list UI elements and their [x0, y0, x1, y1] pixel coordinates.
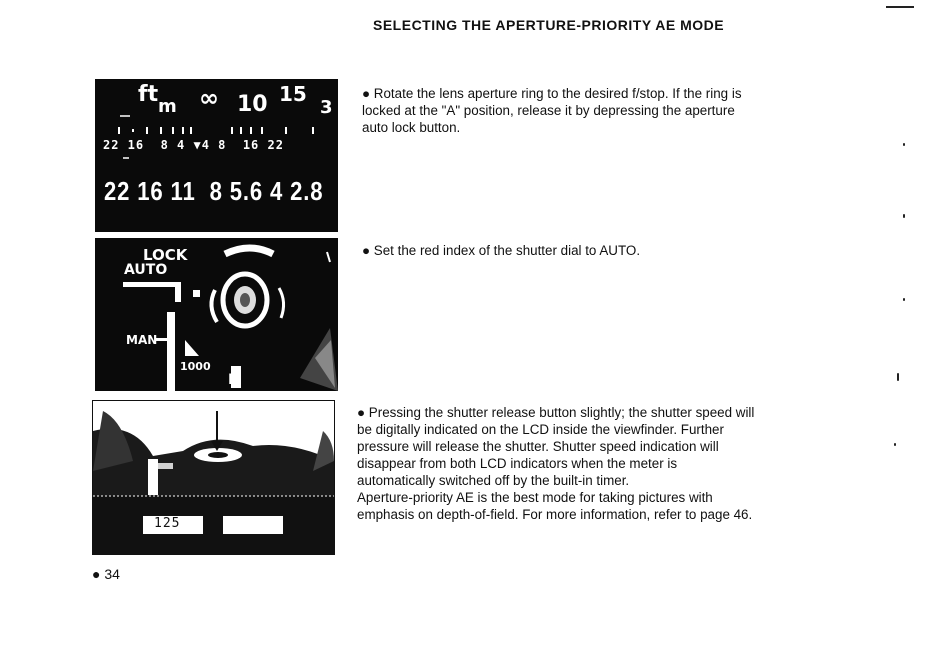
- auto-label: AUTO: [124, 262, 168, 278]
- lcd-indicator-right: [220, 513, 286, 537]
- page-title: SELECTING THE APERTURE-PRIORITY AE MODE: [373, 17, 725, 33]
- viewfinder-graphic: [93, 401, 334, 554]
- viewfinder-photo: [92, 400, 335, 555]
- infinity-mark: ∞: [199, 84, 219, 112]
- distance-15: 15: [279, 82, 307, 106]
- shutter-speed-label: 1000: [180, 360, 211, 373]
- scan-speck: [903, 214, 905, 218]
- dof-tick-marks: [119, 127, 313, 134]
- man-label: MAN: [126, 333, 158, 347]
- lock-label: LOCK: [143, 246, 188, 264]
- instruction-aperture: ● Rotate the lens aperture ring to the desired f/stop. If the ring is locked at the "A" position, release it by depressing the aperture auto lock button.: [362, 86, 742, 135]
- distance-unit-ft: ft: [138, 82, 159, 107]
- lcd-shutter-speed: 125: [154, 516, 181, 531]
- scan-speck: [903, 298, 905, 301]
- corner-rule: [886, 6, 914, 8]
- page-number: ● 34: [92, 566, 120, 582]
- instruction-shutter-release: ● Pressing the shutter release button slightly; the shutter speed will be digitally indicated on the LCD inside the viewfinder. Further pressure will release the shutter. Shutter speed indication will disappear from both LCD indicators when the meter is automatically switched off by the built-in timer. Aperture-priority AE is the best mode for taking pictures with emphasis on depth-of-field. For more information, refer to page 46.: [357, 405, 755, 522]
- distance-unit-m: m: [158, 96, 177, 117]
- scan-speck: [894, 443, 896, 446]
- bulb-label: B: [228, 372, 239, 388]
- shutter-dial-photo: [95, 238, 338, 391]
- distance-3: 3: [320, 97, 333, 118]
- scan-speck: [897, 373, 899, 381]
- aperture-scale: 22 16 11 8 5.6 4 2.8: [104, 176, 324, 206]
- instruction-shutter-dial: ● Set the red index of the shutter dial to AUTO.: [362, 243, 641, 258]
- depth-of-field-scale: 22 16 8 4 ▼4 8 16 22: [103, 138, 284, 152]
- distance-10: 10: [237, 92, 268, 117]
- shutter-dial-graphic: [95, 238, 338, 391]
- scan-speck: [903, 143, 905, 146]
